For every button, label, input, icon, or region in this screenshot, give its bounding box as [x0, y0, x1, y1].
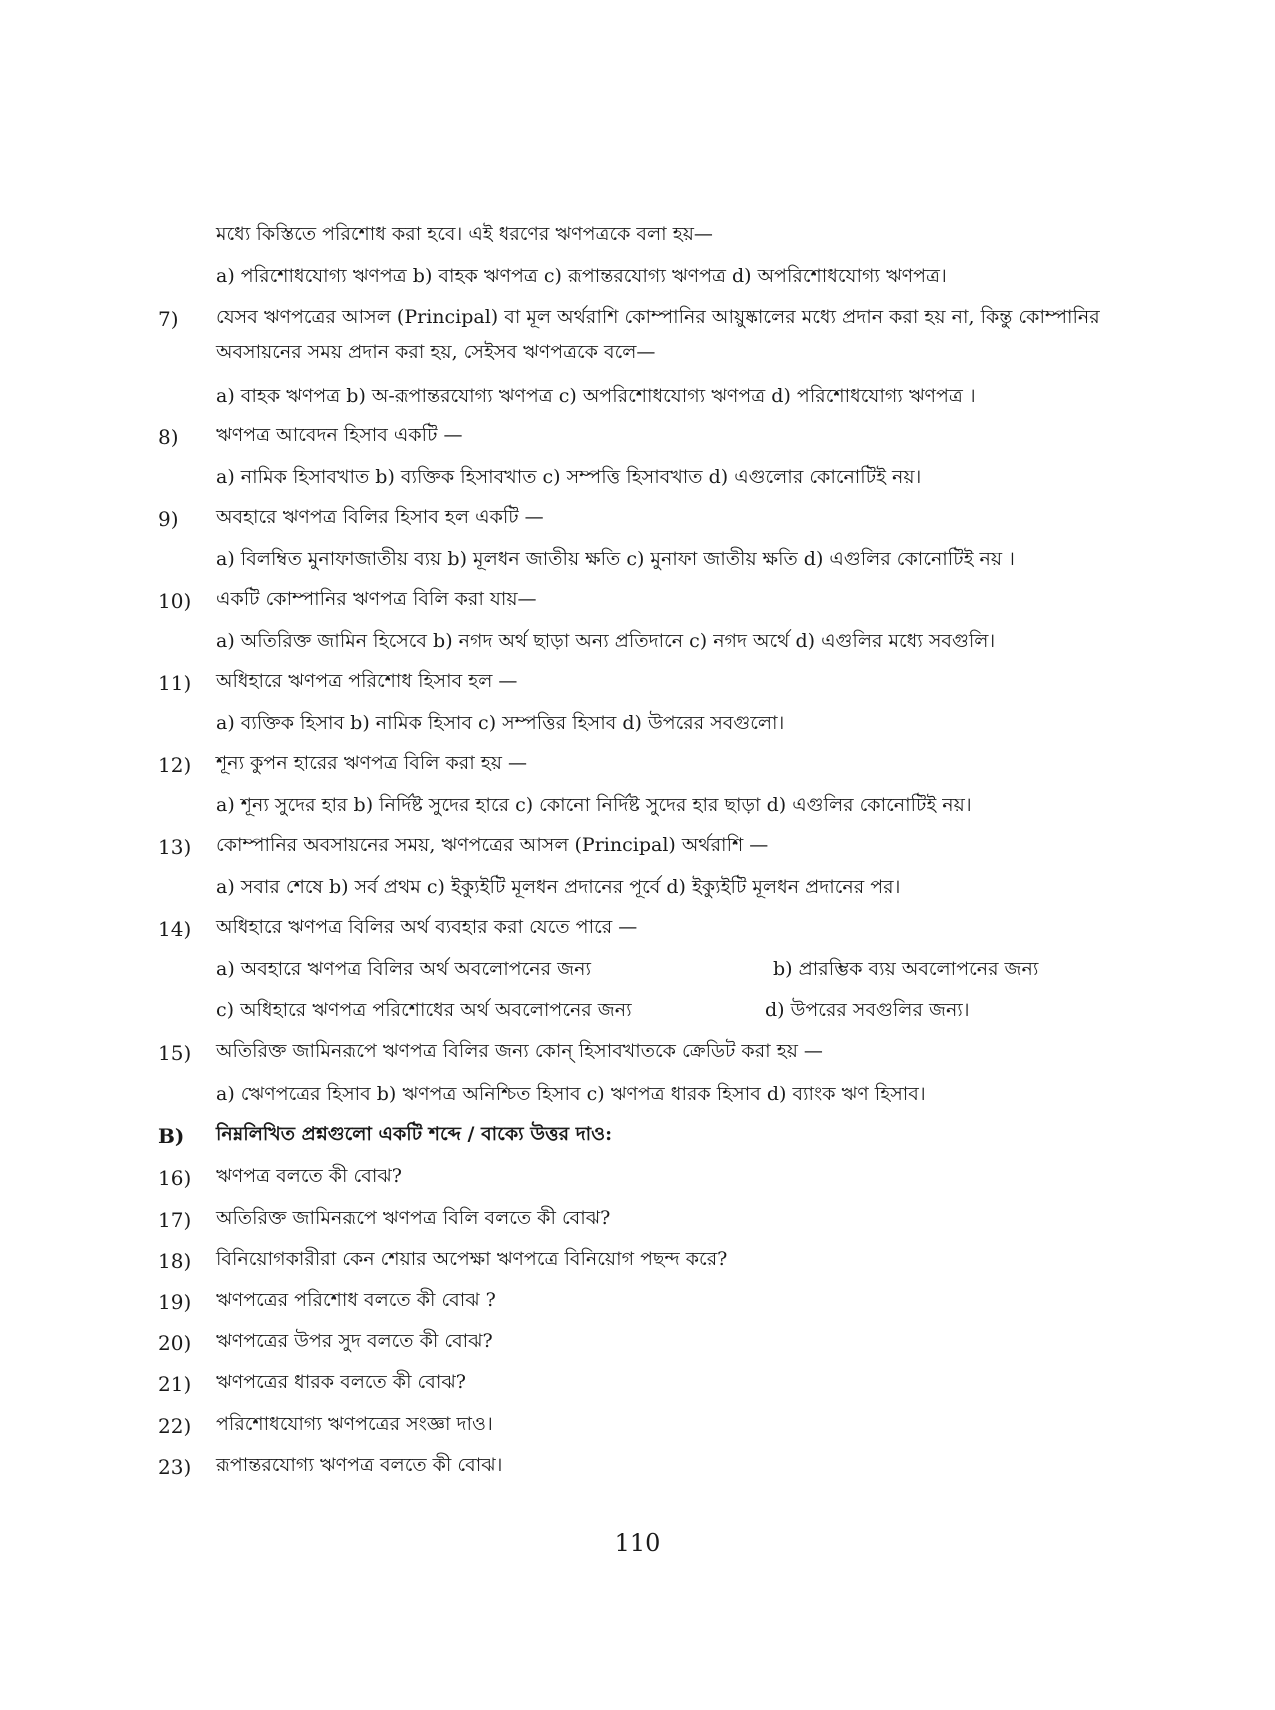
- continuation-line: মধ্যে কিস্তিতে পরিশোধ করা হবে। এই ধরণের ঋণপত্রকে বলা হয়—: [216, 223, 713, 245]
- options-line: a) বাহক ঋণপত্র b) অ-রূপান্তরযোগ্য ঋণপত্র c) অপরিশোধযোগ্য ঋণপত্র d) পরিশোধযোগ্য ঋণপত্র ।: [216, 385, 976, 407]
- question-number: 19): [158, 1290, 192, 1314]
- options-line: a) সবার শেষে b) সর্ব প্রথম c) ইক্যুইটি মূলধন প্রদানের পূর্বে d) ইক্যুইটি মূলধন প্রদানের পর।: [216, 876, 901, 898]
- question-number: 15): [158, 1041, 192, 1065]
- question-number: 12): [158, 753, 192, 777]
- question-text: ঋণপত্রের উপর সুদ বলতে কী বোঝ?: [216, 1330, 493, 1352]
- options-line: a) বিলম্বিত মুনাফাজাতীয় ব্যয় b) মূলধন জাতীয় ক্ষতি c) মুনাফা জাতীয় ক্ষতি d) এগুলির কোনোটিই নয় ।: [216, 548, 1015, 570]
- question-text: ঋণপত্র আবেদন হিসাব একটি —: [216, 424, 463, 446]
- question-number: 16): [158, 1166, 192, 1190]
- question-text: অবসায়নের সময় প্রদান করা হয়, সেইসব ঋণপত্রকে বলে—: [216, 341, 656, 363]
- question-text: পরিশোধযোগ্য ঋণপত্রের সংজ্ঞা দাও।: [216, 1413, 493, 1435]
- option-b: b) প্রারম্ভিক ব্যয় অবলোপনের জন্য: [773, 958, 1039, 980]
- question-number: 14): [158, 917, 192, 941]
- question-number: 17): [158, 1208, 192, 1232]
- question-text: অধিহারে ঋণপত্র পরিশোধ হিসাব হল —: [216, 670, 518, 692]
- question-text: বিনিয়োগকারীরা কেন শেয়ার অপেক্ষা ঋণপত্রে বিনিয়োগ পছন্দ করে?: [216, 1248, 728, 1270]
- options-line: a) অতিরিক্ত জামিন হিসেবে b) নগদ অর্থ ছাড়া অন্য প্রতিদানে c) নগদ অর্থে d) এগুলির মধ্যে সবগুলি।: [216, 630, 996, 652]
- question-number: 13): [158, 835, 192, 859]
- question-text: ঋণপত্রের পরিশোধ বলতে কী বোঝ ?: [216, 1289, 496, 1311]
- option-d: d) উপরের সবগুলির জন্য।: [765, 999, 970, 1021]
- option-a: a) অবহারে ঋণপত্র বিলির অর্থ অবলোপনের জন্য: [216, 958, 591, 980]
- question-text: যেসব ঋণপত্রের আসল (Principal) বা মূল অর্থরাশি কোম্পানির আয়ুষ্কালের মধ্যে প্রদান করা হয় না, কিন্তু কোম্পানির: [216, 306, 1100, 328]
- options-line: a) ব্যক্তিক হিসাব b) নামিক হিসাব c) সম্পত্তির হিসাব d) উপরের সবগুলো।: [216, 712, 785, 734]
- option-c: c) অধিহারে ঋণপত্র পরিশোধের অর্থ অবলোপনের জন্য: [216, 999, 632, 1021]
- section-heading: নিম্নলিখিত প্রশ্নগুলো একটি শব্দে / বাক্যে উত্তর দাও:: [216, 1123, 613, 1145]
- section-label: B): [158, 1124, 185, 1148]
- question-text: অতিরিক্ত জামিনরূপে ঋণপত্র বিলির জন্য কোন্ হিসাবখাতকে ক্রেডিট করা হয় —: [216, 1040, 823, 1062]
- question-number: 18): [158, 1249, 192, 1273]
- question-text: অধিহারে ঋণপত্র বিলির অর্থ ব্যবহার করা যেতে পারে —: [216, 916, 638, 938]
- question-number: 8): [158, 425, 179, 449]
- question-number: 20): [158, 1331, 192, 1355]
- question-text: অবহারে ঋণপত্র বিলির হিসাব হল একটি —: [216, 506, 544, 528]
- question-number: 7): [158, 307, 179, 331]
- page-number: 110: [614, 1529, 661, 1557]
- options-line: a) ঋেণপত্রের হিসাব b) ঋণপত্র অনিশ্চিত হিসাব c) ঋণপত্র ধারক হিসাব d) ব্যাংক ঋণ হিসাব।: [216, 1083, 926, 1105]
- question-text: একটি কোম্পানির ঋণপত্র বিলি করা যায়—: [216, 588, 537, 610]
- question-text: রূপান্তরযোগ্য ঋণপত্র বলতে কী বোঝ।: [216, 1454, 503, 1476]
- options-line: a) নামিক হিসাবখাত b) ব্যক্তিক হিসাবখাত c) সম্পত্তি হিসাবখাত d) এগুলোর কোনোটিই নয়।: [216, 466, 922, 488]
- options-line: a) শূন্য সুদের হার b) নির্দিষ্ট সুদের হারে c) কোনো নির্দিষ্ট সুদের হার ছাড়া d) এগুলির কোনোটিই নয়।: [216, 794, 972, 816]
- options-line: a) পরিশোধযোগ্য ঋণপত্র b) বাহক ঋণপত্র c) রূপান্তরযোগ্য ঋণপত্র d) অপরিশোধযোগ্য ঋণপত্র।: [216, 265, 947, 287]
- question-text: ঋণপত্র বলতে কী বোঝ?: [216, 1165, 402, 1187]
- question-number: 10): [158, 589, 192, 613]
- question-text: ঋণপত্রের ধারক বলতে কী বোঝ?: [216, 1371, 466, 1393]
- question-number: 21): [158, 1372, 192, 1396]
- question-text: শূন্য কুপন হারের ঋণপত্র বিলি করা হয় —: [216, 752, 528, 774]
- question-number: 9): [158, 507, 179, 531]
- question-text: কোম্পানির অবসায়নের সময়, ঋণপত্রের আসল (Principal) অর্থরাশি —: [216, 834, 769, 856]
- question-text: অতিরিক্ত জামিনরূপে ঋণপত্র বিলি বলতে কী বোঝ?: [216, 1207, 611, 1229]
- question-number: 23): [158, 1455, 192, 1479]
- question-number: 11): [158, 671, 192, 695]
- question-number: 22): [158, 1414, 192, 1438]
